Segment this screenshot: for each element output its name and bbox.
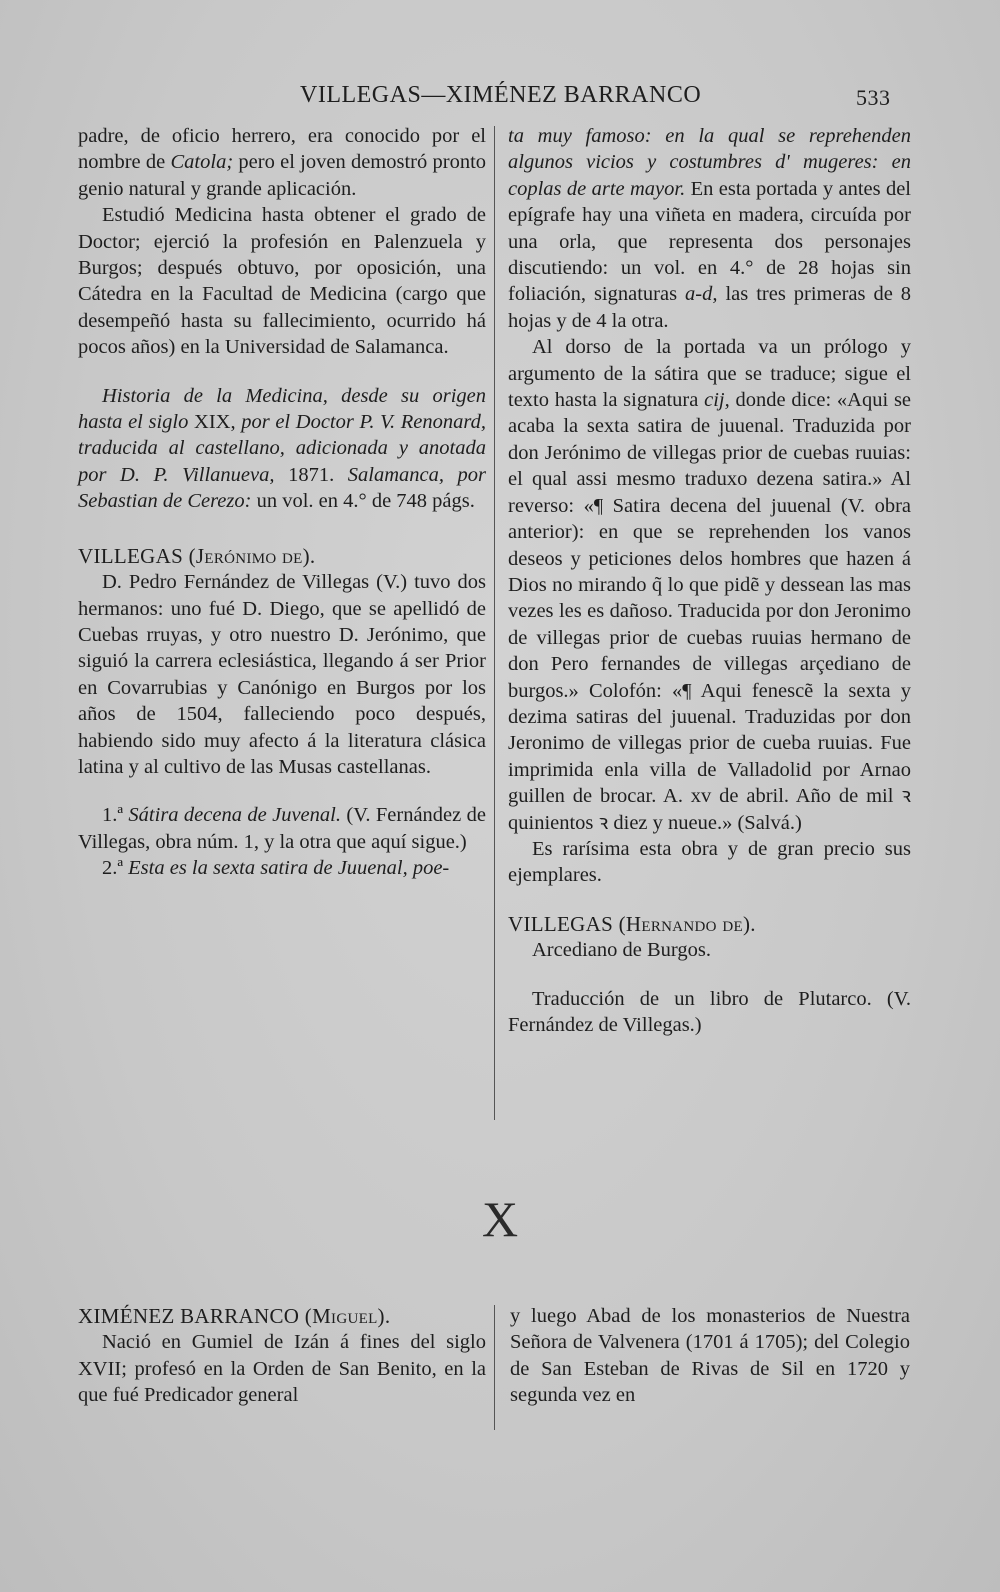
running-head: VILLEGAS—XIMÉNEZ BARRANCO: [300, 82, 702, 108]
paragraph: padre, de oficio herrero, era conocido por el nombre de Catola; pero el joven demostró pronto genio natural y grande aplicación.: [78, 125, 487, 200]
list-item: 2.ª Esta es la sexta satira de Juuenal, poe-: [102, 857, 450, 880]
left-column-bottom: [78, 1303, 486, 1409]
entry-subtitle: Arcediano de Burgos.: [532, 939, 711, 962]
left-column: [78, 123, 486, 882]
paragraph: Al dorso de la portada va un prólogo y argumento de la sátira que se traduce; sigue el texto hasta la signatura cij, donde dice: «Aqui se acaba la sexta satira de juuenal. Traduzida por don Jerónimo de villegas prior de cuebas ruuias: el qual assi mesmo traduxo dezena satira.» Al reverso: «¶ Satira decena del juuenal (V. obra anterior): en que se reprehenden los vanos deseos y peticiones delos hombres que hazen á Dios no mirando q̃ lo que pidẽ y dessean las mas vezes les es dañoso. Traducida por don Jeronimo de villegas prior de cuebas ruuias hermano de don Pero fernandes de villegas arçediano de burgos.» Colofón: «¶ Aqui fenescẽ la sexta y dezima satiras del juuenal. Traduzidas por don Jeronimo de villegas prior de cueba ruuias. Fue imprimida enla villa de Valladolid por Arnao guillen de brocar. A. xv de abril. Año de mil ꝛ quinientos ꝛ diez y nueue.» (Salvá.): [508, 336, 912, 834]
entry-heading: VILLEGAS (Hernando de).: [508, 911, 756, 936]
right-column: [508, 123, 911, 1038]
list-item: 1.ª Sátira decena de Juvenal. (V. Fernández de Villegas, obra núm. 1, y la otra que aquí sigue.): [78, 804, 486, 853]
entry-heading: VILLEGAS (Jerónimo de).: [78, 543, 316, 568]
paragraph: y luego Abad de los monasterios de Nuestra Señora de Valvenera (1701 á 1705); del Colegio de San Esteban de Rivas de Sil en 1720 y segunda vez en: [510, 1305, 910, 1407]
section-letter: X: [481, 1191, 519, 1247]
entry-heading: XIMÉNEZ BARRANCO (Miguel).: [78, 1304, 391, 1328]
column-divider: [494, 126, 495, 1120]
bibliography-entry: Historia de la Medicina, desde su origen hasta el siglo XIX, por el Doctor P. V. Renonard, traducida al castellano, adicionada y anotada por D. P. Villanueva, 1871. Salamanca, por Sebastian de Cerezo: un vol. en 4.° de 748 págs.: [78, 384, 487, 513]
paragraph: D. Pedro Fernández de Villegas (V.) tuvo dos hermanos: uno fué D. Diego, que se apellidó de Cuebas rruyas, y otro nuestro D. Jerónimo, que siguió la carrera eclesiástica, llegando á ser Prior en Covarrubias y Canónigo en Burgos por los años de 1504, falleciendo poco después, habiendo sido muy afecto á la literatura clásica latina y al cultivo de las Musas castellanas.: [78, 571, 486, 778]
paragraph: ta muy famoso: en la qual se reprehenden algunos vicios y costumbres d' mugeres: en coplas de arte mayor. En esta portada y antes del epígrafe hay una viñeta en madera, circuída por una orla, que representa dos personajes discutiendo: un vol. en 4.° de 28 hojas sin foliación, signaturas a-d, las tres primeras de 8 hojas y de 4 la otra.: [508, 125, 912, 332]
column-divider: [494, 1305, 495, 1430]
paragraph: Nació en Gumiel de Izán á fines del siglo XVII; profesó en la Orden de San Benito, en la que fué Predicador general: [78, 1331, 487, 1407]
right-column-bottom: [510, 1303, 910, 1409]
page-number: 533: [856, 85, 891, 110]
paragraph: Es rarísima esta obra y de gran precio sus ejemplares.: [508, 837, 911, 887]
paragraph: Estudió Medicina hasta obtener el grado de Doctor; ejerció la profesión en Palenzuela y Burgos; después obtuvo, por oposición, una Cátedra en la Facultad de Medicina (cargo que desempeñó hasta su fallecimiento, ocurrido há pocos años) en la Universidad de Salamanca.: [78, 204, 486, 359]
paragraph: Traducción de un libro de Plutarco. (V. Fernández de Villegas.): [508, 987, 911, 1036]
